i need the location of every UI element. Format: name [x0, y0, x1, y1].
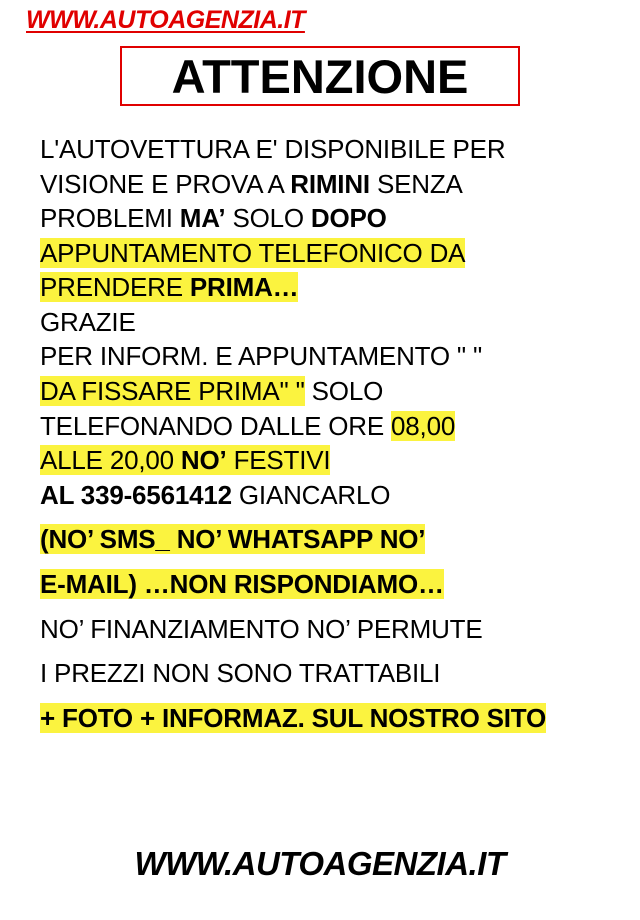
line-1-text: L'AUTOVETTURA E' DISPONIBILE PER	[40, 134, 506, 164]
line-7-text: PER INFORM. E APPUNTAMENTO " "	[40, 341, 482, 372]
line-15-text: I PREZZI NON SONO TRATTABILI	[40, 658, 441, 689]
line-5-part-a: PRENDERE	[40, 272, 190, 303]
line-2-city: RIMINI	[290, 168, 370, 199]
notice-line-14	[40, 612, 618, 647]
line-8-part-a: DA FISSARE	[40, 376, 199, 407]
line-9-time-start: 08,00	[391, 410, 456, 441]
notice-line-1	[40, 132, 618, 167]
line-3-emph-dopo: DOPO	[310, 203, 387, 234]
line-2-part-a: VISIONE E PROVA A	[40, 168, 291, 199]
line-8-part-c: SOLO	[304, 376, 384, 407]
attention-heading-box	[120, 46, 520, 106]
line-16-highlight: + FOTO + INFORMAZ. SUL NOSTRO SITO	[40, 702, 547, 733]
notice-line-12	[40, 522, 618, 557]
notice-line-5	[40, 270, 618, 305]
notice-line-10	[40, 443, 618, 478]
notice-line-7	[40, 339, 618, 374]
line-8-part-b: PRIMA" "	[198, 376, 305, 407]
page-title: ATTENZIONE	[171, 49, 469, 103]
line-4-highlight: APPUNTAMENTO TELEFONICO DA	[40, 237, 466, 268]
notice-line-3	[40, 201, 618, 236]
line-6-text: GRAZIE	[40, 306, 136, 337]
line-3-part-a: PROBLEMI	[40, 203, 180, 234]
line-5-emph-prima: PRIMA…	[189, 272, 299, 303]
notice-line-15	[40, 656, 618, 691]
bottom-website-url: WWW.AUTOAGENZIA.IT	[134, 845, 506, 882]
notice-body	[40, 132, 618, 735]
notice-line-16	[40, 701, 618, 736]
line-10-emph-no: NO’	[180, 445, 227, 476]
line-2-part-c: SENZA	[369, 168, 463, 199]
top-website-url: WWW.AUTOAGENZIA.IT	[26, 6, 305, 34]
notice-line-6	[40, 305, 618, 340]
line-14-text: NO’ FINANZIAMENTO NO’ PERMUTE	[40, 613, 483, 644]
phone-number: AL 339-6561412	[40, 479, 232, 510]
line-3-emph-ma: MA’	[179, 203, 226, 234]
line-10-time-end: ALLE 20,00	[40, 445, 181, 476]
notice-line-11	[40, 478, 618, 513]
line-3-part-c: SOLO	[225, 203, 311, 234]
line-13-part-b: …NON RISPONDIAMO…	[143, 568, 444, 599]
contact-name: GIANCARLO	[231, 479, 391, 510]
notice-line-2	[40, 167, 618, 202]
line-12-highlight: (NO’ SMS_ NO’ WHATSAPP NO’	[40, 524, 426, 555]
notice-line-8	[40, 374, 618, 409]
line-9-part-a: TELEFONANDO DALLE ORE	[40, 410, 392, 441]
notice-line-13	[40, 567, 618, 602]
line-10-part-c: FESTIVI	[226, 445, 331, 476]
notice-line-9	[40, 409, 618, 444]
line-13-part-a: E-MAIL)	[40, 568, 144, 599]
notice-line-4	[40, 236, 618, 271]
